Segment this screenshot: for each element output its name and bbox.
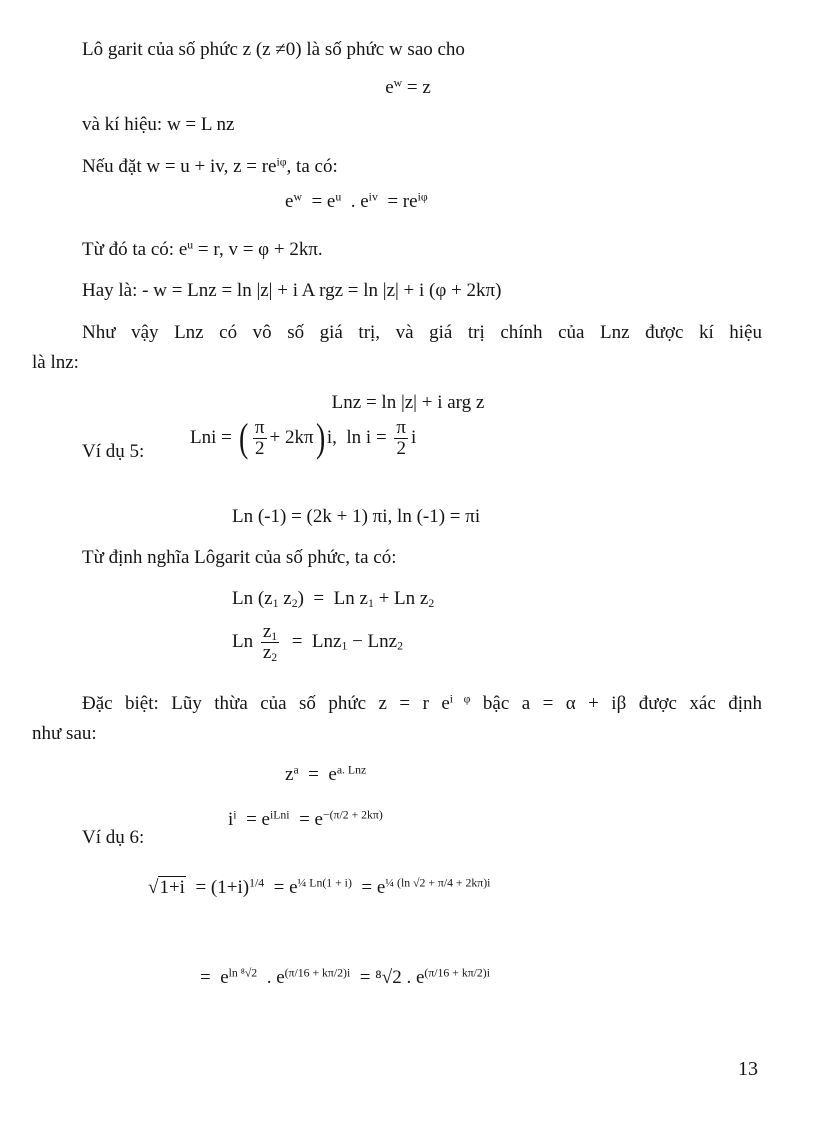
text-line: như sau: — [32, 723, 97, 744]
formula-exp-product: $e^w = e^u$ . $e^{iv} = re^{i\varphi}$ — [285, 190, 428, 212]
formula-root-result: = $e^{ln ^8√2}$ . $e^{(\pi/16 + k\pi/2)i} = ^8√2$ . $e^{(\pi/16 + k\pi/2)i}$ — [200, 966, 490, 988]
formula-principal-log: Lnz = ln |z| + i arg z — [331, 392, 485, 413]
formula-ln-product: Ln ($z_1$ $z_2) = Ln$ $z_1 + Ln$ $z_2$ — [232, 588, 435, 610]
text-line: Đặc biệt: Lũy thừa của số phức z = r $e^{i \varphi}$ bậc a = α + iβ được xác định — [82, 692, 762, 714]
text-part: bậc a = α + iβ được xác định — [470, 693, 762, 714]
formula-root-one-plus-i: $√1+i = (1+i)^{1/4} = e^{\frac{1}{4} Ln(1 + i)} = e^{\frac{1}{4} (ln √2 + \pi/4 + 2k\pi)i}$ — [148, 876, 491, 898]
text-line: Nếu đặt w = u + iv, $z = re^{i\varphi}$, ta có: — [82, 155, 338, 177]
text-line: Từ đó ta có: $e^u = r$, v = φ + 2kπ. — [82, 238, 323, 260]
text-part: Từ đó ta có: e — [82, 239, 188, 260]
example-5-label: Ví dụ 5: — [82, 441, 145, 462]
text-part: Nếu đặt w = u + iv, z = re — [82, 156, 277, 177]
formula-ew-eq-z: $e^w = z$ — [385, 76, 431, 98]
text-part: = r, v = φ + 2kπ. — [193, 239, 323, 260]
text-line: Hay là: - w = Lnz = ln |z| + i A rgz = ln |z| + i (φ + 2kπ) — [82, 280, 502, 301]
formula-example-5: Lni = ( $\frac{\pi}{2}$ + 2kπ) i, ln i = $\frac{\pi}{2}$ i — [190, 415, 417, 461]
page-number: 13 — [738, 1058, 758, 1080]
text-part: Đặc biệt: Lũy thừa của số phức z = r e — [82, 693, 450, 714]
formula-power-def: $z^a = e^{a. Lnz}$ — [285, 763, 367, 785]
text-part: , ta có: — [286, 156, 338, 177]
text-line: Như vậy Lnz có vô số giá trị, và giá trị chính của Lnz được kí hiệu — [82, 322, 762, 343]
text-line: Từ định nghĩa Lôgarit của số phức, ta có: — [82, 547, 397, 568]
formula-i-pow-i: $i^i = e^{iLni} = e^{-(\pi/2 + 2k\pi)}$ — [228, 808, 383, 830]
formula-ln-minus-one: Ln (-1) = (2k + 1) πi, ln (-1) = πi — [232, 506, 481, 527]
text-line: là lnz: — [32, 352, 79, 373]
formula-ln-quotient: Ln $\frac{z_1}{z_2}$ = Lnz$_1$ − Lnz$_2$ — [232, 621, 403, 664]
example-6-label: Ví dụ 6: — [82, 827, 145, 848]
text-line: Lô garit của số phức z (z ≠0) là số phức w sao cho — [82, 39, 465, 60]
text-line: và kí hiệu: w = L nz — [82, 114, 235, 135]
